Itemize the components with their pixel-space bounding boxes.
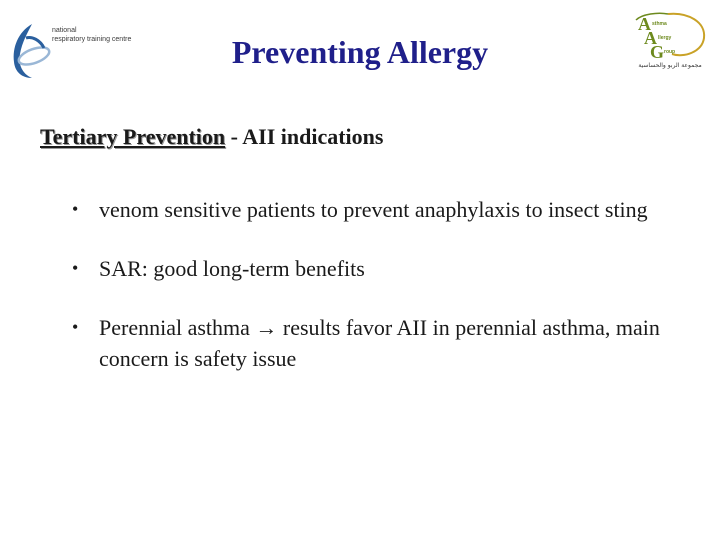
aag-word-2: llergy xyxy=(658,35,672,41)
bullet-dot-icon: • xyxy=(72,258,79,278)
bullet-dot-icon: • xyxy=(72,199,79,219)
page-title: Preventing Allergy xyxy=(231,34,489,70)
bullet-text: Perennial asthma → results favor AII in perennial asthma, main concern is safety issue xyxy=(99,315,660,371)
nrtc-logo-line-2: respiratory training centre xyxy=(52,35,132,43)
aag-letter-3: G xyxy=(650,42,665,62)
aag-logo xyxy=(628,10,710,76)
section-heading-underlined: Tertiary Prevention xyxy=(40,124,226,149)
bullet-text: SAR: good long-term benefits xyxy=(99,256,365,281)
section-heading xyxy=(40,124,383,150)
section-heading-rest: - AII indications xyxy=(225,124,384,149)
aag-word-3: roup xyxy=(664,49,676,55)
bullet-item xyxy=(72,194,672,225)
bullet-list xyxy=(72,194,672,374)
nrtc-logo-line-1: national xyxy=(52,27,77,34)
aag-word-1: sthma xyxy=(652,21,667,27)
bullet-text: venom sensitive patients to prevent anaphylaxis to insect sting xyxy=(99,197,648,222)
bullet-dot-icon: • xyxy=(72,317,79,337)
aag-letter-2: A xyxy=(644,28,657,48)
aag-logo-arabic-text: مجموعة الربو والحساسية xyxy=(638,62,702,69)
bullet-item xyxy=(72,253,672,284)
aag-letter-1: A xyxy=(638,14,651,34)
bullet-item xyxy=(72,312,672,374)
